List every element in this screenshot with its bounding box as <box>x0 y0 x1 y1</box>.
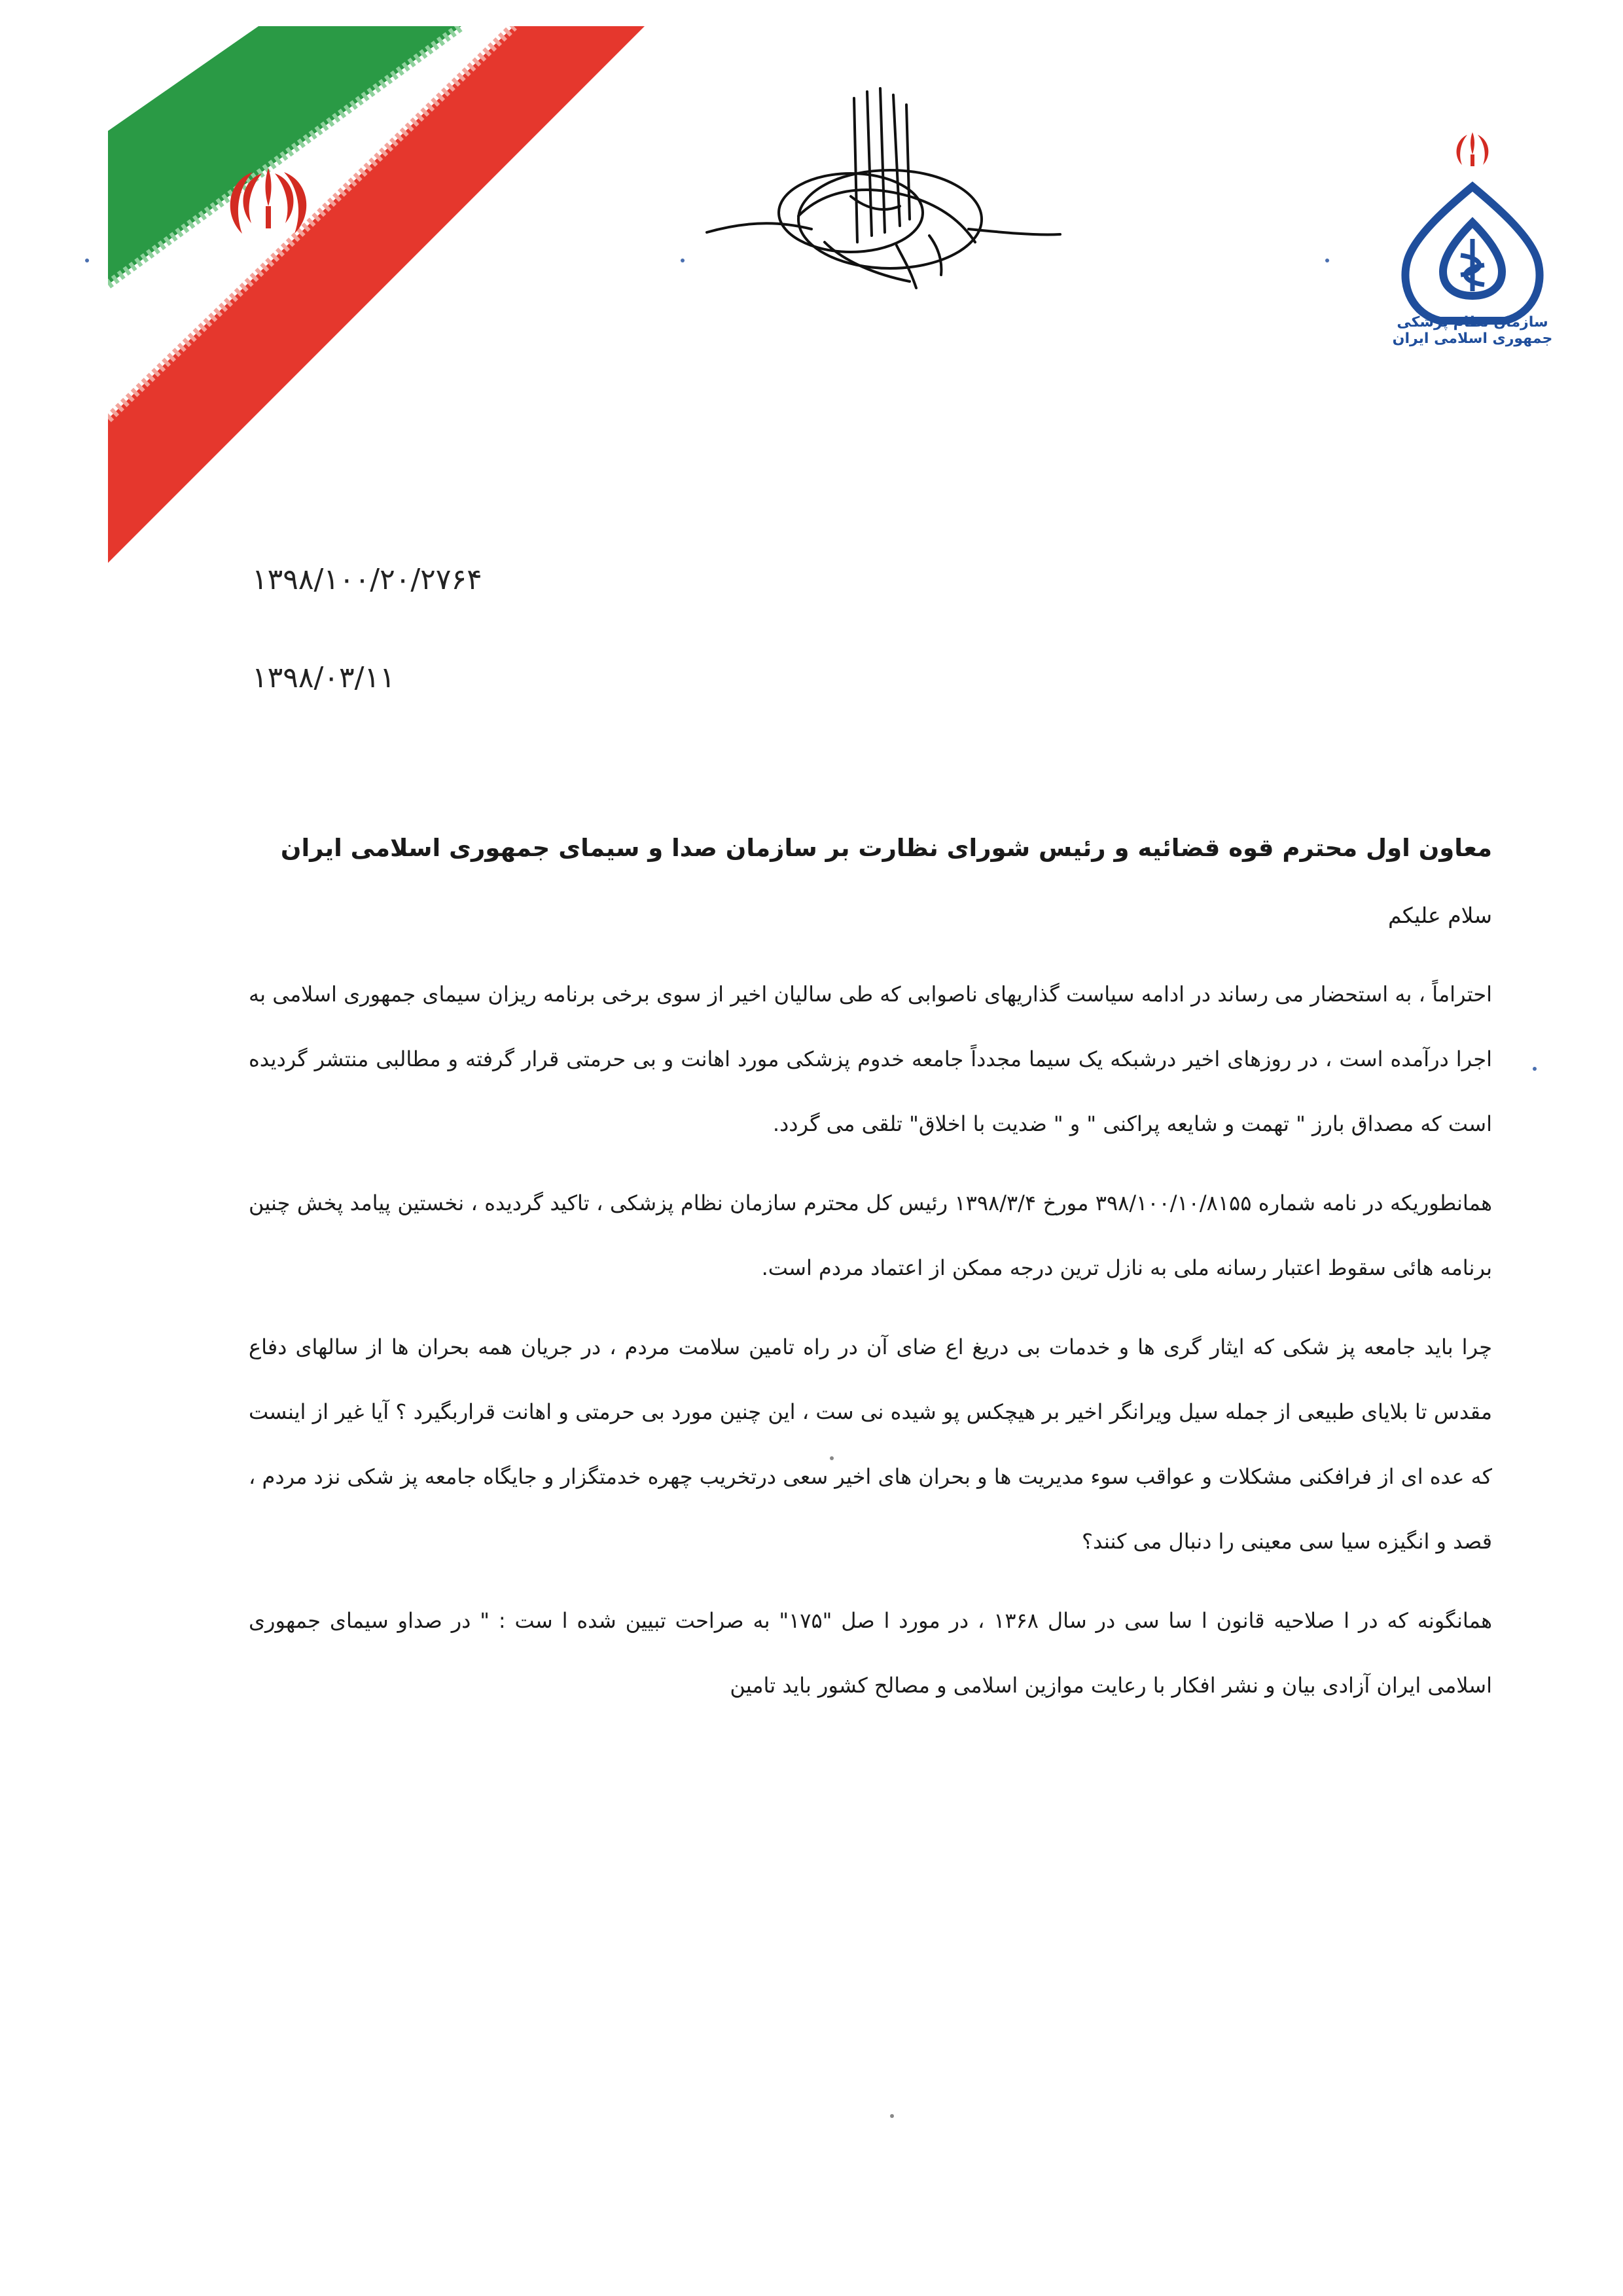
letter-body <box>249 831 1492 1732</box>
recipient-line: معاون اول محترم قوه قضائیه و رئیس شورای نظارت بر سازمان صدا و سیمای جمهوری اسلامی ایران <box>280 834 1492 862</box>
letter-date: ۱۳۹۸/۰۳/۱۱ <box>252 661 395 694</box>
caduceus-icon <box>1461 239 1484 291</box>
iran-flag-ribbon <box>108 26 645 563</box>
scan-speck <box>1325 259 1329 262</box>
scan-speck <box>85 259 89 262</box>
reference-number: ۱۳۹۸/۱۰۰/۲۰/۲۷۶۴ <box>252 563 482 596</box>
scan-speck <box>890 2114 894 2118</box>
greeting: سلام علیکم <box>1387 902 1492 928</box>
letter-paragraph: احتراماً ، به استحضار می رساند در ادامه سیاست گذاریهای ناصوابی که طی سالیان اخیر از سوی برخی برنامه ریزان سیمای جمهوری اسلامی به اجرا درآمده است ، در روزهای اخیر درشبکه یک سیما مجدداً جامعه خدوم پزشکی مورد اهانت و بی حرمتی قرار گرفته و مطالبی منتشر گردیده است که مصداق بارز " تهمت و شایعه پراکنی " و " ضدیت با اخلاق" تلقی می گردد. <box>249 981 1492 1136</box>
scan-speck <box>830 1456 834 1460</box>
logo-caption: سازمان نظام پزشکی جمهوری اسلامی ایران <box>1392 314 1553 347</box>
letter-paragraph: همانطوریکه در نامه شماره ۳۹۸/۱۰۰/۱۰/۸۱۵۵ مورخ ۱۳۹۸/۳/۴ رئیس کل محترم سازمان نظام پزشکی ، تاکید گردیده ، نخستین پیامد پخش چنین برنامه هائی سقوط اعتبار رسانه ملی به نازل ترین درجه ممکن از اعتماد مردم است. <box>249 1190 1493 1280</box>
letter-paragraph: همانگونه که در ا صلاحیه قانون ا سا سی در سال ۱۳۶۸ ، در مورد ا صل "۱۷۵" به صراحت تبیین شده ا ست : " در صداو سیمای جمهوری اسلامی ایران آزادی بیان و نشر افکار با رعایت موازین اسلامی و مصالح کشور باید تامین <box>249 1607 1493 1698</box>
basmala-calligraphy <box>694 79 1073 314</box>
letter-paragraph: چرا باید جامعه پز شکی که ایثار گری ها و خدمات بی دریغ اع ضای آن در راه تامین سلامت مردم ، در جریان همه بحران ها از سالهای دفاع مقدس تا بلایای طبیعی از جمله سیل ویرانگر اخیر بر هیچکس پو شیده نی ست ، این چنین مورد بی حرمتی و اهانت قراربگیرد ؟ آیا غیر از اینست که عده ای از فرافکنی مشکلات و عواقب سوء مدیریت ها و بحران های اخیر سعی درتخریب چهره خدمتگزار و جایگاه جامعه پز شکی نزد مردم ، قصد و انگیزه سیا سی معینی را دنبال می کنند؟ <box>249 1334 1492 1554</box>
scan-speck <box>1533 1067 1537 1071</box>
scan-speck <box>681 259 685 262</box>
emblem-icon <box>1457 132 1489 166</box>
